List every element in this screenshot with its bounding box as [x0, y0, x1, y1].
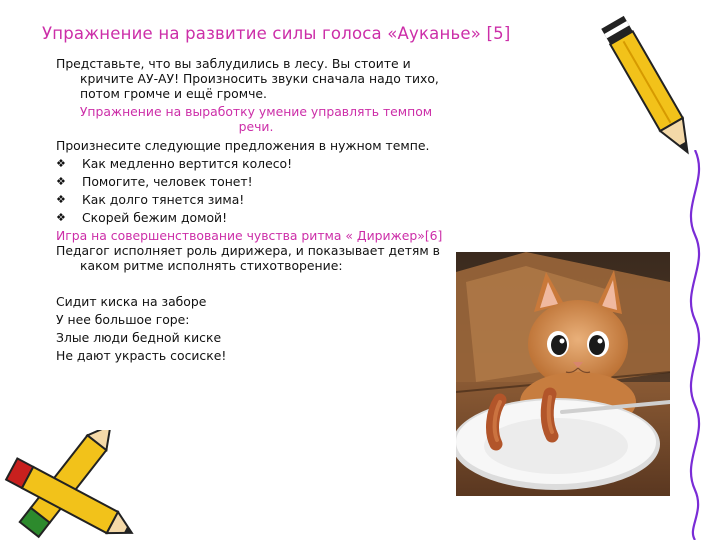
cat-photo [456, 252, 670, 496]
bullet-diamond-icon: ❖ [56, 175, 66, 188]
slide-body [56, 56, 456, 366]
rhythm-instruction: Педагог исполняет роль дирижера, и показывает детям в каком ритме исполнять стихотворение: [56, 243, 440, 273]
bullet-text: Помогите, человек тонет! [82, 174, 253, 189]
bullet-diamond-icon: ❖ [56, 211, 66, 224]
poem-line: Сидит киска на заборе [56, 294, 207, 309]
rhythm-heading: Игра на совершенствование чувства ритма « Дирижер»[6] [56, 228, 443, 243]
bullet-item [56, 210, 456, 225]
crossed-pencils-icon [0, 430, 150, 540]
tempo-instruction: Произнесите следующие предложения в нужном темпе. [56, 138, 430, 153]
bullet-text: Как долго тянется зима! [82, 192, 245, 207]
poem [56, 294, 456, 363]
intro-paragraph: Представьте, что вы заблудились в лесу. Вы стоите и кричите АУ-АУ! Произносить звуки сначала надо тихо, потом громче и ещё громче. [56, 56, 439, 101]
bullet-text: Как медленно вертится колесо! [82, 156, 293, 171]
bullet-item [56, 156, 456, 171]
bullet-item [56, 192, 456, 207]
slide-title: Упражнение на развитие силы голоса «Ауканье» [5] [42, 24, 511, 43]
bullet-diamond-icon: ❖ [56, 193, 66, 206]
tempo-heading: Упражнение на выработку умение управлять темпом речи. [79, 104, 433, 134]
purple-wave-decoration [675, 150, 720, 540]
bullet-item [56, 174, 456, 189]
bullet-diamond-icon: ❖ [56, 157, 66, 170]
poem-line: У нее большое горе: [56, 312, 190, 327]
cat-with-sausages-image [456, 252, 670, 496]
pencil-icon [596, 4, 706, 174]
poem-line: Злые люди бедной киске [56, 330, 222, 345]
poem-line: Не дают украсть сосиске! [56, 348, 227, 363]
bullet-text: Скорей бежим домой! [82, 210, 228, 225]
